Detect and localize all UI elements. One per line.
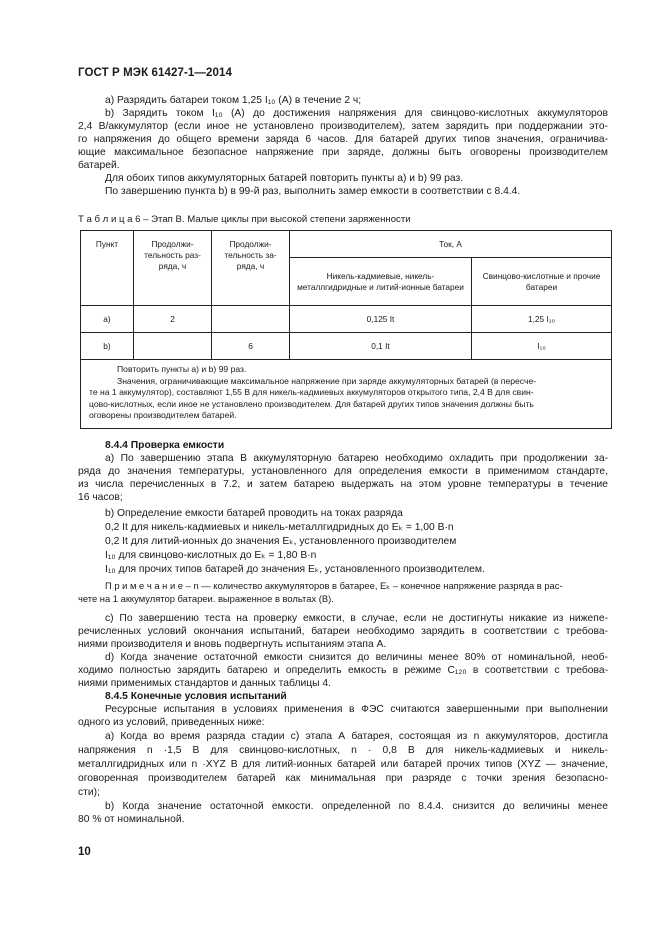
document-header: ГОСТ Р МЭК 61427-1—2014 [78,67,232,79]
note-line: Значения, ограничивающие максимальное напряжение при заряде аккумуляторных батарей (в пересче- [117,375,537,386]
header-discharge: Продолжи-тельность раз-ряда, ч [134,231,212,306]
paragraph-line: батарей. [78,160,120,171]
paragraph-line: b) Зарядить током I₁₀ (А) до достижения напряжения для свинцово-кислотных аккумуляторов [105,108,608,119]
paragraph-line: Ресурсные испытания в условиях применения в ФЭС считаются завершенными при выполнении [105,704,608,715]
paragraph-line: ниями производителя и вновь подвергнуть испытаниям этапа А. [78,639,387,650]
paragraph-line: металлгидридных или n ·XYZ В для литий-ионных батарей или батарей прочих типов (XYZ — значение, [78,759,608,770]
paragraph-line: I₁₀ для свинцово-кислотных до Eₖ = 1,80 В·n [105,550,317,561]
table-row [81,333,612,360]
note-line: Повторить пункты а) и b) 99 раз. [117,364,247,374]
paragraph-line: речисленных условий окончания испытаний, батареи необходимо зарядить в соответствии с требова- [78,626,608,637]
cell-charge: 6 [212,333,290,360]
paragraph-line: а) По завершению этапа В аккумуляторную батарею необходимо охладить при продолжении за- [105,453,608,464]
cell-discharge: 2 [134,306,212,333]
paragraph-line: го напряжения до общего времени заряда 6 часов. Для батарей других типов значения, ограничива- [78,134,608,145]
paragraph-line: одного из условий, приведенных ниже: [78,717,265,728]
paragraph-line: I₁₀ для прочих типов батарей до значения Eₖ, установленного производителем. [105,564,485,575]
paragraph-line: оговоренная производителем батарей как минимальная при разряде с точки зрения безопасно- [78,773,608,784]
note-line: П р и м е ч а н и е – n — количество аккумуляторов в батарее, Eₖ – конечное напряжение разряда в рас- [105,580,563,591]
header-item: Пункт [81,231,134,306]
paragraph-line: b) Определение емкости батарей проводить на токах разряда [105,508,403,519]
paragraph-line: ющие максимальное безопасное напряжение при заряде, должны быть оговорены производителем [78,147,608,158]
cell-pb-current: 1,25 I₁₀ [472,306,612,333]
header-current: Ток, А [290,231,612,258]
paragraph-line: ниями применимых стандартов и данных таблицы 4. [78,678,331,689]
paragraph-line: 16 часов; [78,492,123,503]
paragraph-line: По завершению пункта b) в 99-й раз, выполнить замер емкости в соответствии с 8.4.4. [105,186,521,197]
header-pb-batteries: Свинцово-кислотные и прочие батареи [472,258,612,306]
header-ni-batteries: Никель-кадмиевые, никель-металлгидридные и литий-ионные батареи [290,258,472,306]
section-heading: 8.4.4 Проверка емкости [105,440,225,451]
note-line: чете на 1 аккумулятор батареи. выраженное в вольтах (В). [78,593,334,604]
paragraph-line: а) Когда во время разряда стадии с) этапа А батарея, состоящая из n аккумуляторов, достигла [105,731,608,742]
cell-discharge [134,333,212,360]
paragraph-line: напряжения n ·1,5 В для свинцово-кислотных, n · 0,8 В для никель-кадмиевых и никель- [78,745,608,756]
note-line: цово-кислотных, если иное не установлено производителем. Для батарей других типов значения должны быть [89,398,534,409]
paragraph-line: 0,2 It для никель-кадмиевых и никель-металлгидридных до Eₖ = 1,00 В·n [105,522,454,533]
paragraph-line: а) Разрядить батареи током 1,25 I₁₀ (А) в течение 2 ч; [105,95,362,106]
section-heading: 8.4.5 Конечные условия испытаний [105,691,287,702]
table-caption: Т а б л и ц а 6 – Этап В. Малые циклы при высокой степени заряженности [78,214,411,225]
paragraph-line: b) Когда значение остаточной емкости. определенной по 8.4.4. снизится до величины менее [105,801,608,812]
paragraph-line: Для обоих типов аккумуляторных батарей повторить пункты а) и b) 99 раз. [105,173,464,184]
page-number: 10 [78,846,91,858]
paragraph-line: сти); [78,787,100,798]
header-charge: Продолжи-тельность за-ряда, ч [212,231,290,306]
cell-item: b) [81,333,134,360]
table-note [81,360,612,429]
table-row [81,306,612,333]
paragraph-line: d) Когда значение остаточной емкости снизится до величины менее 80% от номинальной, необ- [105,652,608,663]
paragraph-line: ряда до значения температуры, установленного для определения емкости в применимом стандарте, [78,466,608,477]
paragraph-line: ходимо полностью зарядить батарею и определить емкость в режиме C₁₂₀ в соответствии с требова- [78,665,608,676]
paragraph-line: 2,4 В/аккумулятор (если иное не установлено производителем), затем зарядить при поддержании это- [78,121,608,132]
note-line: те на 1 аккумулятор), составляют 1,55 В для никель-кадмиевых аккумуляторов открытого типа, 2,4 В для свин- [89,387,534,397]
cell-ni-current: 0,1 It [290,333,472,360]
cell-charge [212,306,290,333]
cell-pb-current: I₁₀ [472,333,612,360]
paragraph-line: с) По завершению теста на проверку емкости, в случае, если не достигнуты никакие из нижепе- [105,613,608,624]
note-line: оговорены производителем батарей. [89,410,237,420]
paragraph-line: 0,2 It для литий-ионных до значения Eₖ, установленного производителем [105,536,457,547]
cell-ni-current: 0,125 It [290,306,472,333]
paragraph-line: 80 % от номинальной. [78,814,185,825]
paragraph-line: из числа перечисленных в 7.2, и затем батарею выдержать на этом уровне температуры в течение [78,479,608,490]
cell-item: a) [81,306,134,333]
table-6 [80,230,612,429]
